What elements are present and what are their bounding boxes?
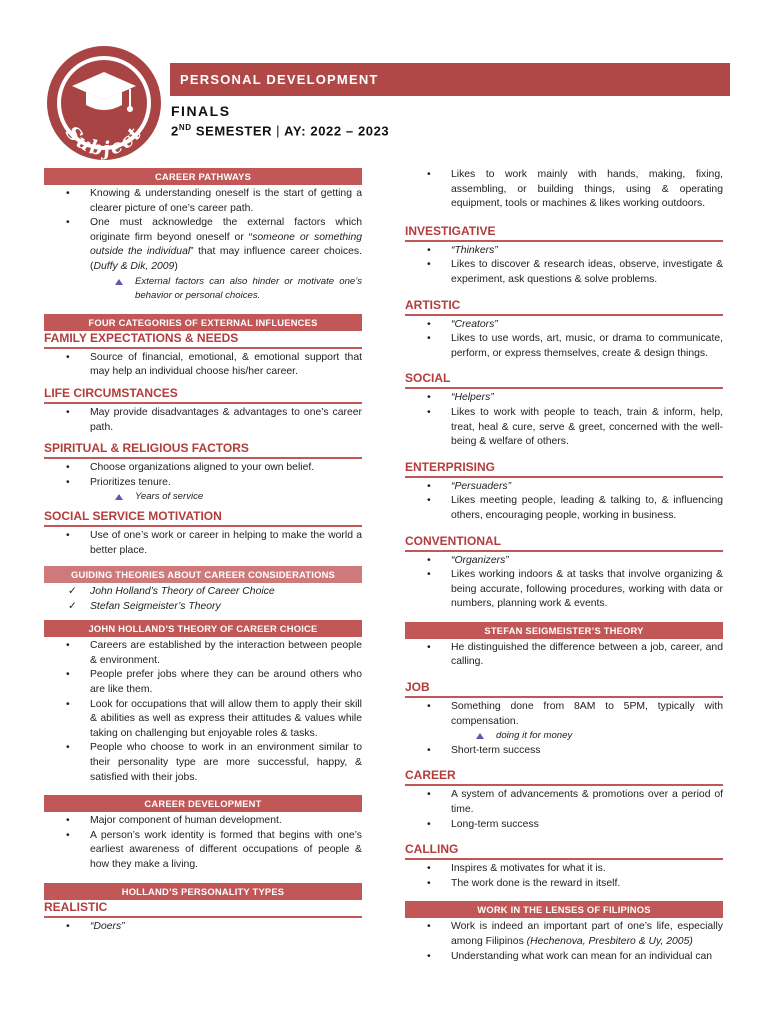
list-item: • One must acknowledge the external factors which originate firm beyond oneself or “someone or something outside the individual” that may influence career choices. (Duffy & Dik, 2009) — [44, 216, 362, 274]
list-item: • Likes to use words, art, music, or drama to communicate, perform, or express themselves, create & design things. — [405, 332, 723, 361]
checklist-item: ✓ John Holland’s Theory of Career Choice — [44, 585, 362, 600]
section-career-development: CAREER DEVELOPMENT — [44, 795, 362, 812]
list-item: • Prioritizes tenure. — [44, 476, 362, 491]
heading-family: FAMILY EXPECTATIONS & NEEDS — [44, 331, 362, 349]
list-item: • “Thinkers” — [405, 244, 723, 259]
left-column — [44, 168, 362, 934]
heading-calling: CALLING — [405, 842, 723, 860]
sub-list-item: doing it for money — [405, 729, 723, 744]
list-item: • People prefer jobs where they can be around others who are like them. — [44, 668, 362, 697]
section-guiding-theories: GUIDING THEORIES ABOUT CAREER CONSIDERATIONS — [44, 566, 362, 583]
list-item: • Understanding what work can mean for an individual can — [405, 950, 723, 965]
list-item: • The work done is the reward in itself. — [405, 877, 723, 892]
list-item: • Something done from 8AM to 5PM, typically with compensation. — [405, 700, 723, 729]
heading-enterprising: ENTERPRISING — [405, 460, 723, 478]
exam-title: FINALS — [171, 103, 231, 119]
heading-artistic: ARTISTIC — [405, 298, 723, 316]
list-item: • People who choose to work in an environment similar to their personality type are more successful, happy, & satisfied with their jobs. — [44, 741, 362, 785]
section-holland-theory: JOHN HOLLAND’S THEORY OF CAREER CHOICE — [44, 620, 362, 637]
subject-banner: PERSONAL DEVELOPMENT — [170, 63, 730, 96]
heading-job: JOB — [405, 680, 723, 698]
list-item: • Likes meeting people, leading & talking to, & influencing others, encouraging people, working in business. — [405, 494, 723, 523]
list-item: • Look for occupations that will allow them to apply their skill & abilities as well as express their attitudes & values while taking on challenging but enjoyable roles & tasks. — [44, 698, 362, 742]
heading-investigative: INVESTIGATIVE — [405, 224, 723, 242]
list-item: • Likes to work mainly with hands, making, fixing, assembling, or building things, using & operating equipment, tools or machines & likes working outdoors. — [405, 168, 723, 212]
heading-conventional: CONVENTIONAL — [405, 534, 723, 552]
list-item: • Inspires & motivates for what it is. — [405, 862, 723, 877]
list-item: • Use of one’s work or career in helping to make the world a better place. — [44, 529, 362, 558]
section-four-categories: FOUR CATEGORIES OF EXTERNAL INFLUENCES — [44, 314, 362, 331]
section-filipinos: WORK IN THE LENSES OF FILIPINOS — [405, 901, 723, 918]
list-item: • He distinguished the difference between a job, career, and calling. — [405, 641, 723, 670]
right-column — [405, 168, 723, 964]
subject-logo — [46, 45, 162, 161]
list-item: • “Doers” — [44, 920, 362, 935]
list-item: • “Organizers” — [405, 554, 723, 569]
list-item: • Likes working indoors & at tasks that involve organizing & being accurate, following procedures, working with data or numbers, planning work & events. — [405, 568, 723, 612]
list-item: • Long-term success — [405, 818, 723, 833]
list-item: • “Helpers” — [405, 391, 723, 406]
checklist-item: ✓ Stefan Seigmeister’s Theory — [44, 600, 362, 615]
list-item: • “Persuaders” — [405, 480, 723, 495]
career-pathways-list — [44, 187, 362, 275]
heading-realistic: REALISTIC — [44, 900, 362, 918]
list-item: • A person’s work identity is formed that begins with one’s earliest awareness of different occupations of people & how they make a living. — [44, 829, 362, 873]
list-item: • Choose organizations aligned to your own belief. — [44, 461, 362, 476]
list-item: • Likes to discover & research ideas, observe, investigate & experiment, ask questions & solve problems. — [405, 258, 723, 287]
list-item: • Source of financial, emotional, & emotional support that may help an individual choose his/her career. — [44, 351, 362, 380]
sub-list-item: External factors can also hinder or motivate one’s behavior or personal choices. — [44, 275, 362, 304]
section-career-pathways: CAREER PATHWAYS — [44, 168, 362, 185]
heading-career: CAREER — [405, 768, 723, 786]
section-stefan-theory: STEFAN SEIGMEISTER’S THEORY — [405, 622, 723, 639]
list-item: • Knowing & understanding oneself is the start of getting a clearer picture of one’s career path. — [44, 187, 362, 216]
heading-social: SOCIAL — [405, 371, 723, 389]
sub-list-item: Years of service — [44, 490, 362, 505]
list-item: • Major component of human development. — [44, 814, 362, 829]
list-item: • May provide disadvantages & advantages to one’s career path. — [44, 406, 362, 435]
list-item: • Careers are established by the interaction between people & environment. — [44, 639, 362, 668]
heading-life: LIFE CIRCUMSTANCES — [44, 386, 362, 404]
list-item: • Likes to work with people to teach, train & inform, help, treat, heal & cure, serve & greet, concerned with the well-being & welfare of others. — [405, 406, 723, 450]
list-item: • Work is indeed an important part of one’s life, especially among Filipinos (Hechenova, Presbitero & Uy, 2005) — [405, 920, 723, 949]
list-item: • “Creators” — [405, 318, 723, 333]
heading-spiritual: SPIRITUAL & RELIGIOUS FACTORS — [44, 441, 362, 459]
list-item: • A system of advancements & promotions over a period of time. — [405, 788, 723, 817]
section-personality-types: HOLLAND’S PERSONALITY TYPES — [44, 883, 362, 900]
heading-social-service: SOCIAL SERVICE MOTIVATION — [44, 509, 362, 527]
semester-line: 2ND SEMESTER | AY: 2022 – 2023 — [171, 123, 390, 139]
list-item: • Short-term success — [405, 744, 723, 759]
logo-text: Subject — [60, 121, 147, 161]
